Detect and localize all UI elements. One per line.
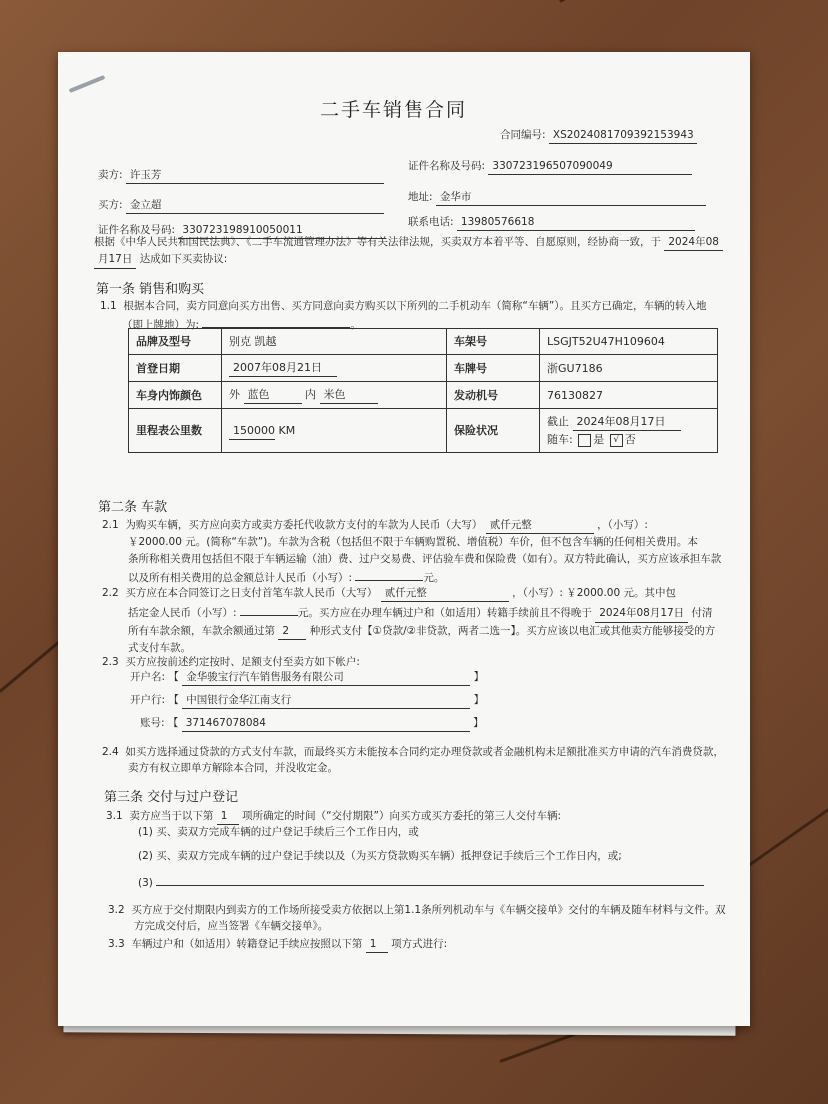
plate-label: 车牌号: [447, 355, 540, 382]
article2-heading: 第二条 车款: [98, 500, 168, 515]
buyer-phone-row: 联系电话: 13980576618: [408, 214, 695, 231]
buyer-address-row: 地址: 金华市: [408, 189, 706, 206]
vin-label: 车架号: [447, 329, 540, 355]
clause-3-1: 3.1 卖方应当于以下第 1 项所确定的时间（“交付期限”）向买方或买方委托的第三人交付车辆:: [106, 808, 726, 825]
option-3: (3): [138, 872, 704, 891]
vin-value: LSGJT52U47H109604: [540, 329, 718, 355]
clause-3-3: 3.3 车辆过户和（如适用）转籍登记手续应按照以下第 1 项方式进行:: [108, 936, 728, 953]
account-name-row: 开户名: 【 金华骏宝行汽车销售服务有限公司 】: [130, 669, 484, 686]
table-row: [129, 329, 718, 355]
engine-label: 发动机号: [447, 382, 540, 409]
mileage-label: 里程表公里数: [129, 409, 222, 453]
seller-row: 卖方: 许玉芳: [98, 167, 384, 184]
buyer-row: 买方: 金立超: [98, 197, 384, 214]
clause-3-2: 3.2 买方应于交付期限内到卖方的工作场所接受卖方依据以上第1.1条所列机动车与《车辆交接单》交付的车辆及随车材料与文件。双 方完成交付后，应当签署《车辆交接单》。: [108, 904, 726, 933]
vehicle-table: [128, 328, 718, 453]
brand-value: 别克 凯越: [222, 329, 447, 355]
insurance-label: 保险状况: [447, 409, 540, 453]
seller-id-row: 证件名称及号码: 330723196507090049: [408, 158, 692, 175]
account-number-row: 账号: 【 371467078084 】: [140, 715, 484, 732]
option-1: (1) 买、卖双方完成车辆的过户登记手续后三个工作日内，或: [138, 826, 419, 838]
insurance-cell: 截止 2024年08月17日 随车: 是 √ 否: [540, 409, 718, 453]
color-label: 车身内饰颜色: [129, 382, 222, 409]
option-2: (2) 买、卖双方完成车辆的过户登记手续以及（为买方贷款购买车辆）抵押登记手续后三个工作日内，或;: [138, 850, 622, 862]
color-cell: 外 蓝色 内 米色: [222, 382, 447, 409]
page-title: 二手车销售合同: [320, 99, 468, 121]
mileage-cell: 150000 KM: [222, 409, 447, 453]
table-row: [129, 355, 718, 382]
plate-value: 浙GU7186: [540, 355, 718, 382]
clause-2-4: 2.4 如买方选择通过贷款的方式支付车款，而最终买方未能按本合同约定办理贷款或者金融机构未足额批准买方申请的汽车消费贷款， 卖方有权立即单方解除本合同，并没收定金。: [102, 746, 724, 775]
bank-row: 开户行: 【 中国银行金华江南支行 】: [130, 692, 484, 709]
no-checkbox[interactable]: √: [610, 434, 623, 447]
reg-date-label: 首登日期: [129, 355, 222, 382]
brand-label: 品牌及型号: [129, 329, 222, 355]
wood-seam: [739, 801, 828, 872]
table-row: [129, 382, 718, 409]
article3-heading: 第三条 交付与过户登记: [104, 790, 239, 805]
clause-2-3: 2.3 买方应按前述约定按时、足额支付至卖方如下帐户:: [102, 656, 360, 668]
clause-2-2: 2.2 买方应在本合同签订之日支付首笔车款人民币（大写） 贰仟元整 ，（小写）: ￥2000.00 元。其中包 括定金人民币（小写）: 元。买方应在办理车辆过户和（如适用）转籍手续前且不得晚于 2024年08月17日 付清 所有车款余额，车款余额通过第 2 种形式支付【①贷款/②非贷款，两者二选一】。买方应该以电汇或其他卖方能够接受的方 式支付车款。: [102, 587, 716, 654]
wood-seam: [559, 0, 734, 3]
engine-value: 76130827: [540, 382, 718, 409]
yes-checkbox[interactable]: [578, 434, 591, 447]
wood-seam: [0, 639, 62, 693]
article1-heading: 第一条 销售和购买: [96, 282, 205, 297]
buyer-id-row: 证件名称及号码: 330723198910050011: [98, 222, 386, 239]
table-row: [129, 409, 718, 453]
preamble: 根据《中华人民共和国民法典》、《二手车流通管理办法》等有关法律法规，买卖双方本着平等、自愿原则，经协商一致，于 2024年08 月17日 达成如下买卖协议:: [94, 234, 724, 269]
staple: [69, 75, 106, 93]
contract-number: 合同编号: XS2024081709392153943: [500, 127, 697, 144]
clause-1-1: 1.1 根据本合同，卖方同意向买方出售、买方同意向卖方购买以下所列的二手机动车（简称“车辆”）。且买方已确定，车辆的转入地 （即上牌地）为: 。: [100, 300, 707, 332]
reg-date-cell: 2007年08月21日: [222, 355, 447, 382]
contract-page: [58, 52, 750, 1026]
clause-2-1: 2.1 为购买车辆，买方应向卖方或卖方委托代收款方支付的车款为人民币（大写） 贰仟元整 ，（小写）: ￥2000.00 元。(简称“车款”)。车款为含税（包括但不限于车辆购置税、增值税）车价，但不包含车辆的任何相关费用。本 条所称相关费用包括但不限于车辆运输（油）费、过户交易费、评估验车费和保险费（如有）。双方特此确认，买方应该承担车款 以及所有相关费用的总金额总计人民币（小写）: 元。: [102, 519, 722, 584]
